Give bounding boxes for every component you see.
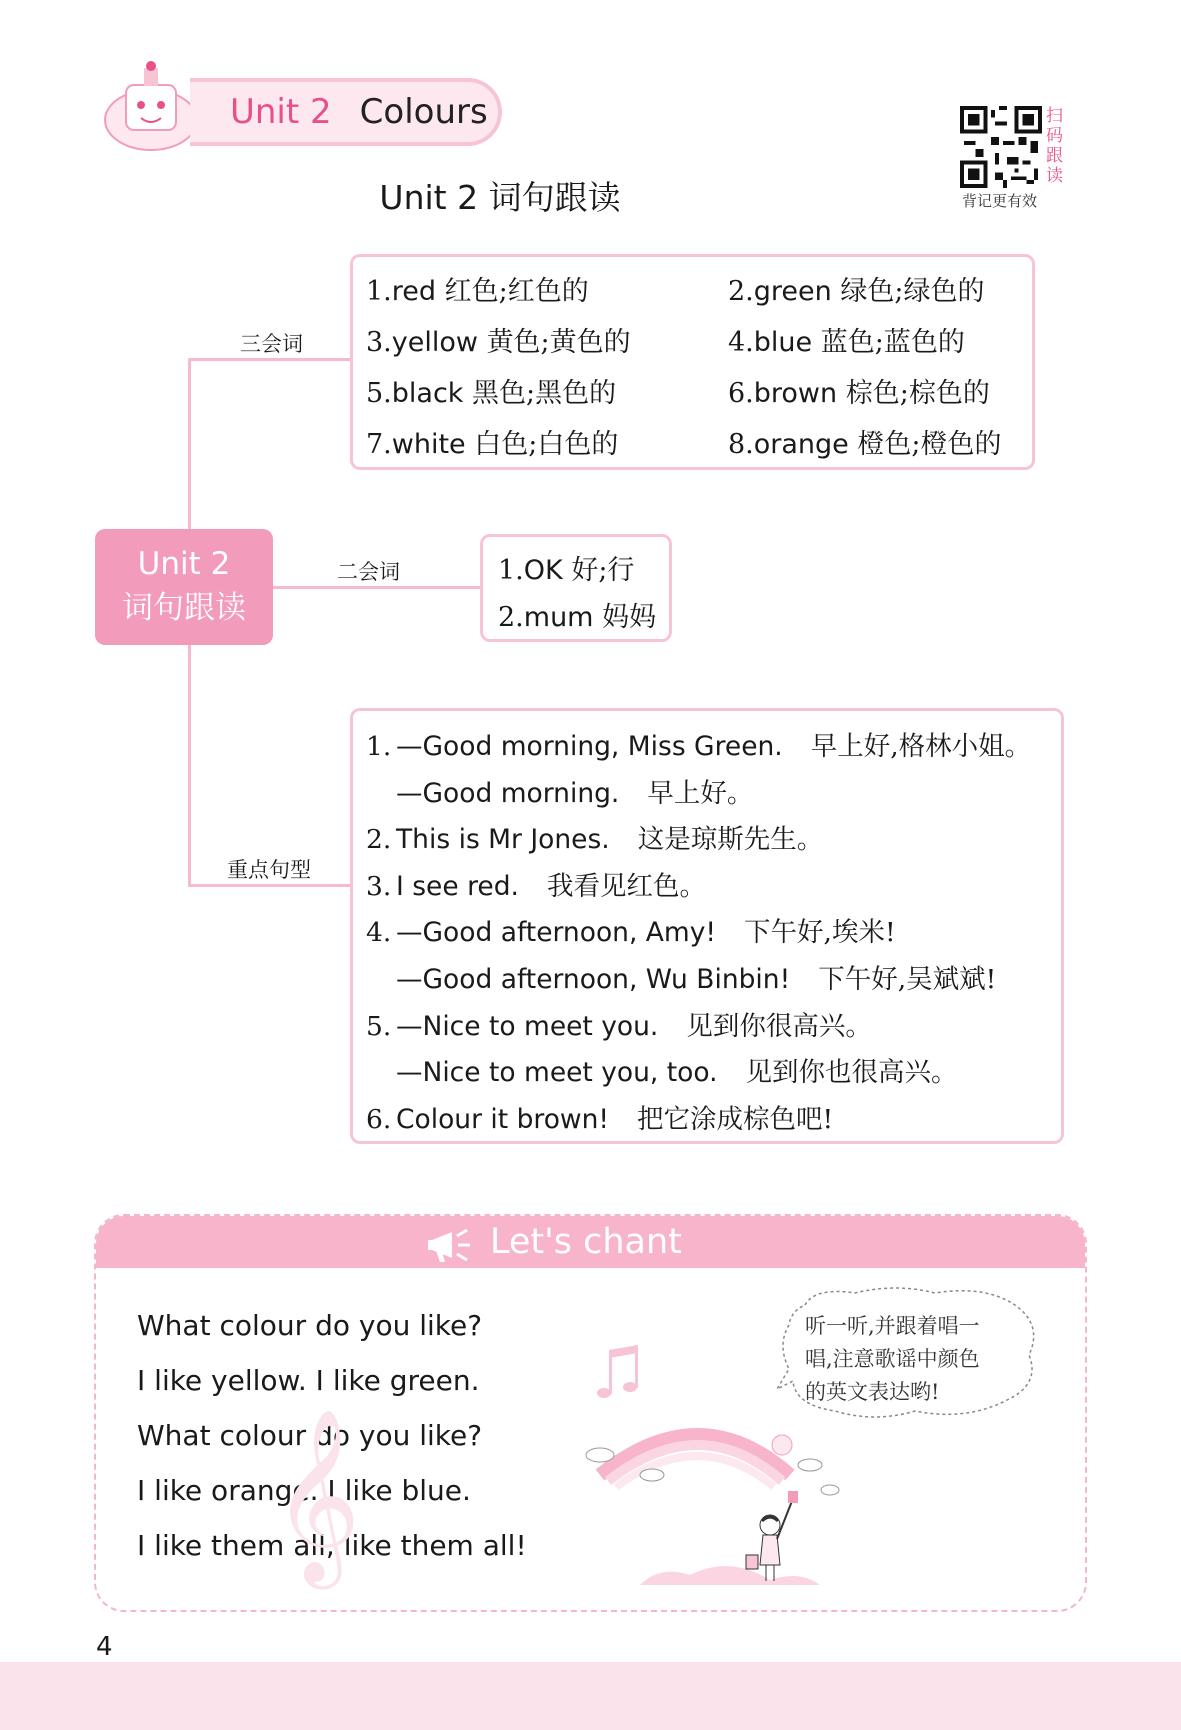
rainbow-girl-illustration <box>580 1345 860 1605</box>
vocab-item <box>728 320 965 359</box>
item-number: 2. <box>366 824 392 856</box>
chant-line: I like them all, like them all! <box>137 1529 527 1562</box>
vocab-chinese: 好;行 <box>571 555 635 586</box>
vocab-english: orange <box>753 429 849 460</box>
megaphone-icon <box>426 1224 482 1266</box>
vocab-english: OK <box>523 555 563 586</box>
chant-title: Let's chant <box>490 1222 682 1262</box>
sentence-english: I see red. <box>396 870 519 902</box>
sentence-chinese: 把它涂成棕色吧! <box>637 1103 834 1135</box>
sentence-chinese: 这是琼斯先生。 <box>637 824 824 856</box>
vocab-english: green <box>753 276 832 307</box>
vocab-item <box>728 371 990 410</box>
sentence-item <box>366 771 753 810</box>
vocab-english: yellow <box>391 327 478 358</box>
vocab-item <box>498 548 634 587</box>
sentence-chinese: 见到你也很高兴。 <box>745 1057 958 1089</box>
chant-line: What colour do you like? <box>137 1419 483 1452</box>
branch-label-three-skill: 三会词 <box>240 332 303 356</box>
vocab-item <box>366 371 616 410</box>
connector-top <box>188 358 352 361</box>
item-number: 1. <box>366 276 392 307</box>
bottom-band <box>0 1662 1181 1730</box>
sentence-item <box>366 864 706 903</box>
vocab-item <box>728 269 984 308</box>
vocab-chinese: 红色;红色的 <box>444 276 589 307</box>
qr-label: 扫码跟读 <box>1046 106 1063 186</box>
sentence-item <box>366 1097 833 1136</box>
sentence-item <box>366 910 896 949</box>
connector-bottom <box>188 884 352 887</box>
item-number: 3. <box>366 870 392 902</box>
item-number: 2. <box>498 602 524 633</box>
vocab-item <box>728 422 1002 461</box>
sentence-item <box>366 1004 872 1043</box>
vocab-item <box>366 320 631 359</box>
item-number: 3. <box>366 327 392 358</box>
vocab-chinese: 黑色;黑色的 <box>472 378 617 409</box>
item-number: 6. <box>728 378 754 409</box>
center-node <box>95 529 273 645</box>
center-node-line2: 词句跟读 <box>122 590 246 626</box>
qr-code-icon[interactable] <box>960 106 1042 188</box>
sentence-chinese: 见到你很高兴。 <box>686 1010 872 1042</box>
sentence-english: —Nice to meet you. <box>396 1010 659 1042</box>
sentence-english: This is Mr Jones. <box>396 824 610 856</box>
item-number: 2. <box>728 276 754 307</box>
vocab-item <box>366 269 589 308</box>
vocab-item <box>366 422 618 461</box>
page-number: 4 <box>96 1632 113 1662</box>
item-number: 1. <box>498 555 524 586</box>
vocab-english: blue <box>753 327 813 358</box>
qr-caption: 背记更有效 <box>962 192 1038 210</box>
item-number: 4. <box>366 917 392 949</box>
sentence-english: —Good afternoon, Amy! <box>396 917 717 949</box>
chant-instruction-line: 唱,注意歌谣中颜色 <box>805 1347 980 1371</box>
sentence-chinese: 早上好,格林小姐。 <box>810 731 1032 762</box>
vocab-english: black <box>391 378 464 409</box>
item-number: 6. <box>366 1103 392 1135</box>
item-number: 1. <box>366 731 392 762</box>
vocab-english: mum <box>523 602 594 633</box>
sentence-item <box>366 957 996 996</box>
vocab-chinese: 橙色;橙色的 <box>857 429 1002 460</box>
center-node-line1: Unit 2 <box>137 546 231 582</box>
sentence-english: Colour it brown! <box>396 1103 610 1135</box>
unit-name: Colours <box>359 92 488 132</box>
sentence-chinese: 下午好,埃米! <box>744 917 896 949</box>
vocab-chinese: 妈妈 <box>602 602 657 633</box>
chant-line: What colour do you like? <box>137 1309 483 1342</box>
item-number: 5. <box>366 378 392 409</box>
sentence-item <box>366 817 823 856</box>
vocab-chinese: 蓝色;蓝色的 <box>820 327 965 358</box>
vocab-chinese: 棕色;棕色的 <box>845 378 990 409</box>
sentence-english: —Good morning, Miss Green. <box>396 731 783 762</box>
vocab-english: brown <box>753 378 838 409</box>
chant-instruction-line: 听一听,并跟着唱一 <box>805 1314 980 1338</box>
item-number: 4. <box>728 327 754 358</box>
item-number: 7. <box>366 429 392 460</box>
treble-clef-icon: 𝄞 <box>272 1408 361 1582</box>
vocab-chinese: 绿色;绿色的 <box>840 276 985 307</box>
chant-instruction-line: 的英文表达哟! <box>805 1380 940 1404</box>
sentence-chinese: 下午好,吴斌斌! <box>818 964 997 995</box>
chant-line: I like yellow. I like green. <box>137 1364 480 1397</box>
sentence-english: —Good morning. <box>396 777 620 809</box>
connector-middle <box>273 586 481 589</box>
sentence-item <box>366 724 1031 763</box>
vocab-chinese: 白色;白色的 <box>474 429 619 460</box>
branch-label-key-sentences: 重点句型 <box>227 858 311 882</box>
sentence-english: —Good afternoon, Wu Binbin! <box>396 964 791 995</box>
vocab-english: red <box>391 276 437 307</box>
branch-label-two-skill: 二会词 <box>337 560 400 584</box>
sentence-chinese: 早上好。 <box>647 777 754 809</box>
vocab-english: white <box>391 429 466 460</box>
sentence-item <box>366 1050 958 1089</box>
item-number: 8. <box>728 429 754 460</box>
item-number: 5. <box>366 1010 392 1042</box>
sentence-chinese: 我看见红色。 <box>546 870 706 902</box>
vocab-item <box>498 595 656 634</box>
unit-heading <box>230 92 488 132</box>
unit-label: Unit 2 <box>230 92 332 132</box>
vocab-chinese: 黄色;黄色的 <box>486 327 631 358</box>
sentence-english: —Nice to meet you, too. <box>396 1057 718 1089</box>
page-title: Unit 2 词句跟读 <box>379 178 621 217</box>
chant-line: I like orange. I like blue. <box>137 1474 471 1507</box>
